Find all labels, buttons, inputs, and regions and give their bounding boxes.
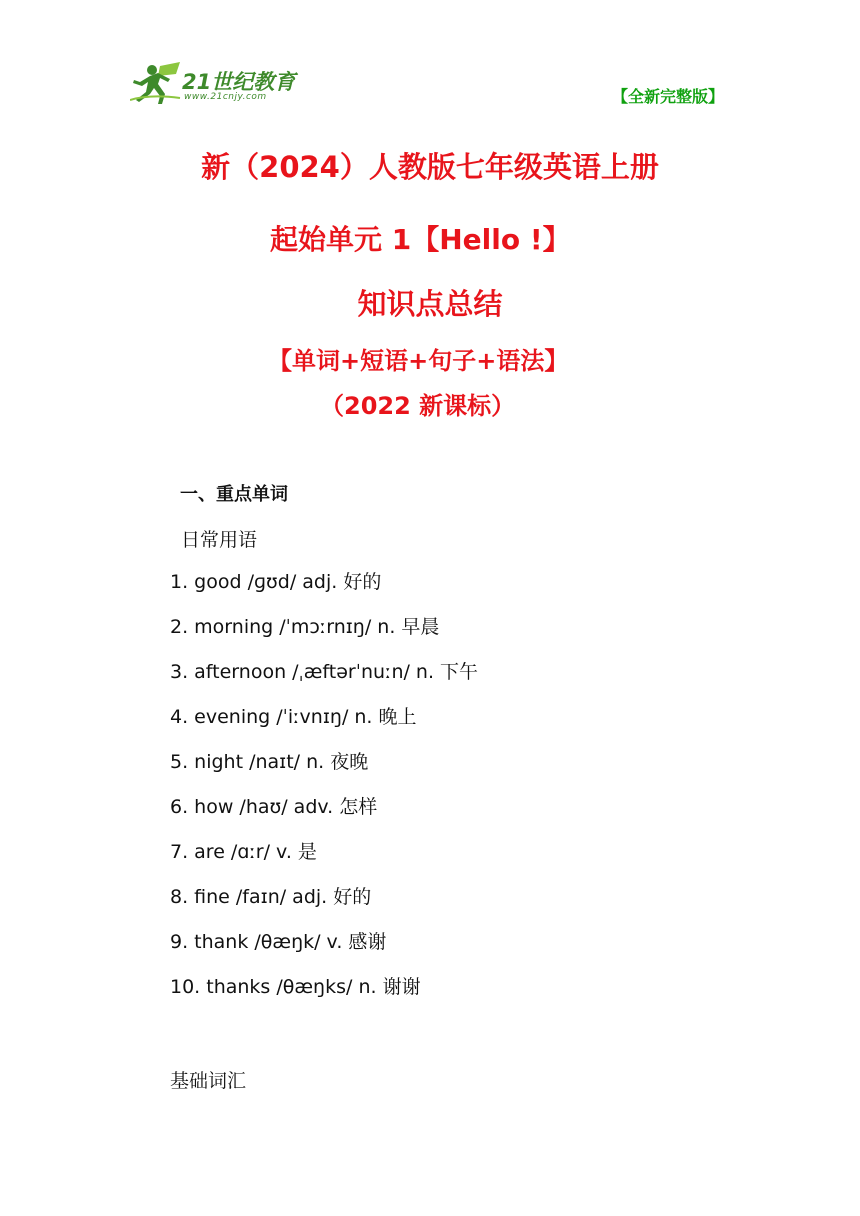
site-logo [130, 60, 300, 106]
vocabulary-item: 6. how /haʊ/ adv. 怎样 [170, 796, 378, 818]
content-scope: 【单词+短语+句子+语法】 [268, 347, 569, 375]
section-heading-key-words: 一、重点单词 [180, 484, 288, 505]
document-title: 新（2024）人教版七年级英语上册 [201, 150, 659, 184]
vocabulary-item: 1. good /ɡʊd/ adj. 好的 [170, 571, 382, 593]
vocabulary-item: 7. are /ɑːr/ v. 是 [170, 841, 317, 863]
vocabulary-list [170, 568, 478, 1018]
vocabulary-item: 9. thank /θæŋk/ v. 感谢 [170, 931, 387, 953]
logo-url: www.21cnjy.com [184, 92, 267, 102]
vocabulary-item: 2. morning /ˈmɔːrnɪŋ/ n. 早晨 [170, 616, 440, 638]
vocabulary-item: 10. thanks /θæŋks/ n. 谢谢 [170, 976, 421, 998]
logo-text: 21世纪教育 [182, 70, 296, 94]
runner-logo-icon [130, 60, 186, 106]
summary-title: 知识点总结 [357, 287, 503, 321]
edition-badge: 【全新完整版】 [611, 87, 724, 106]
vocabulary-item: 5. night /naɪt/ n. 夜晚 [170, 751, 369, 773]
vocabulary-item: 8. fine /faɪn/ adj. 好的 [170, 886, 372, 908]
vocabulary-item: 4. evening /ˈiːvnɪŋ/ n. 晚上 [170, 706, 417, 728]
vocabulary-item: 3. afternoon /ˌæftərˈnuːn/ n. 下午 [170, 661, 479, 683]
subheading-basic-vocabulary: 基础词汇 [170, 1070, 247, 1092]
subheading-daily-expressions: 日常用语 [181, 529, 258, 551]
curriculum-standard: （2022 新课标） [320, 392, 516, 420]
unit-title: 起始单元 1【Hello !】 [270, 223, 571, 256]
